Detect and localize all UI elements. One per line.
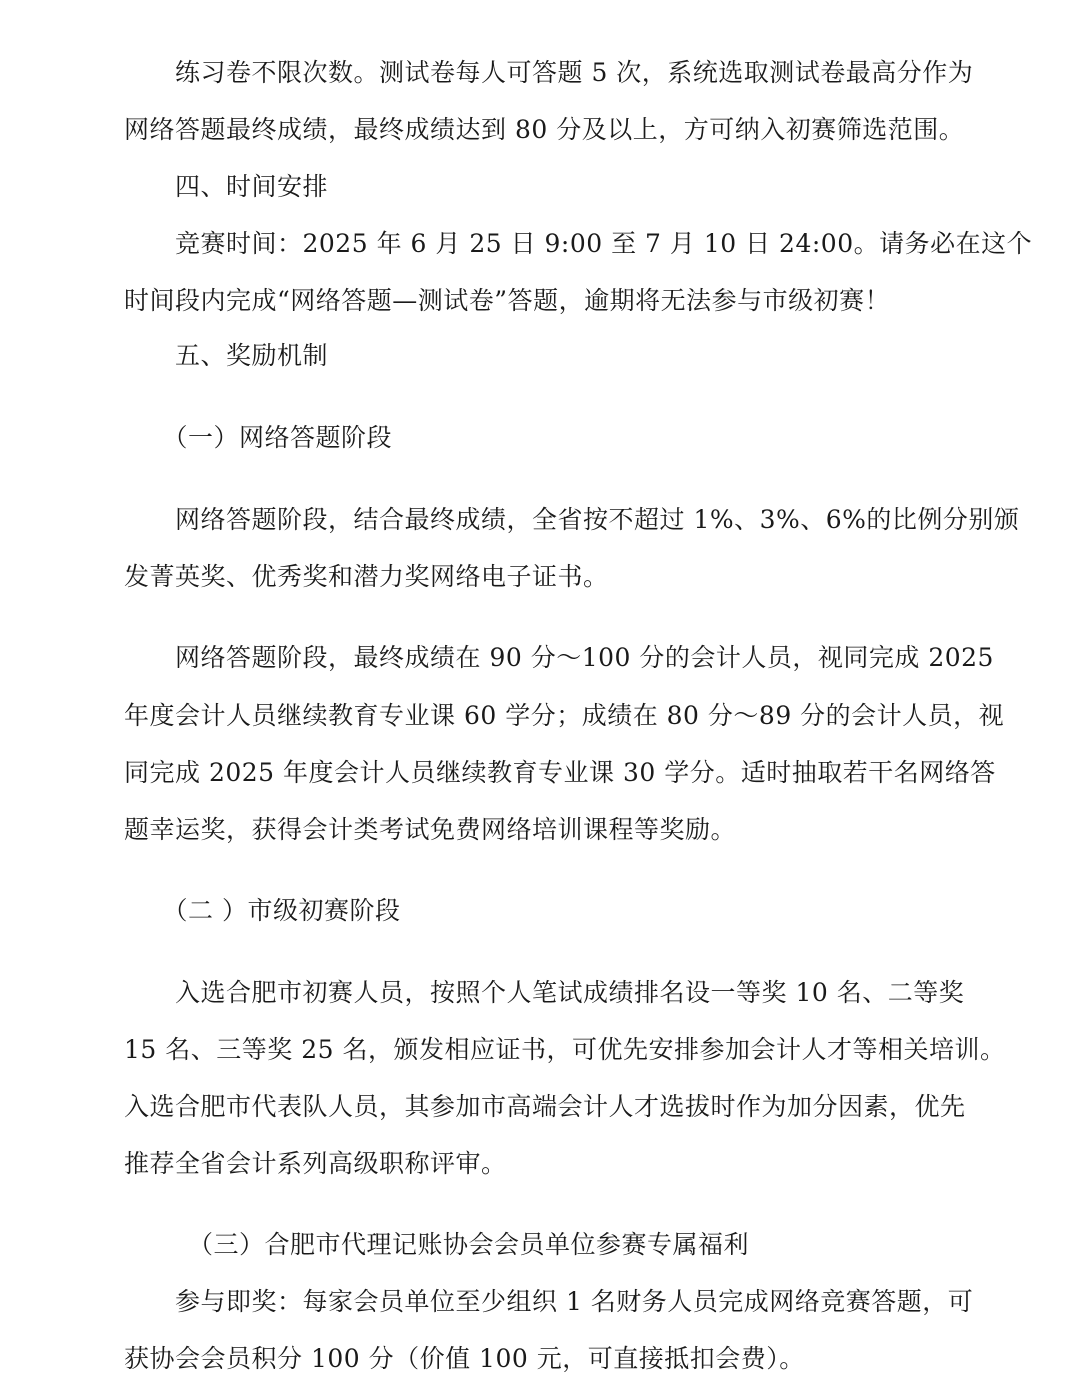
text-line: 竞赛时间：2025 年 6 月 25 日 9:00 至 7 月 10 日 24:00。请务必在这个 [124, 229, 1033, 258]
text-line: 参与即奖：每家会员单位至少组织 1 名财务人员完成网络竞赛答题，可 [124, 1287, 974, 1316]
subsection-heading-members: （三）合肥市代理记账协会会员单位参赛专属福利 [124, 1230, 750, 1259]
text-line: 发菁英奖、优秀奖和潜力奖网络电子证书。 [124, 562, 609, 591]
section-heading-schedule: 四、时间安排 [124, 172, 329, 201]
subsection-heading-city: （二 ）市级初赛阶段 [124, 896, 401, 925]
text-line: 入选合肥市代表队人员，其参加市高端会计人才选拔时作为加分因素，优先 [124, 1092, 966, 1121]
text-line: 题幸运奖，获得会计类考试免费网络培训课程等奖励。 [124, 815, 737, 844]
text-line: 时间段内完成“网络答题—测试卷”答题，逾期将无法参与市级初赛！ [124, 286, 891, 315]
text-line: 年度会计人员继续教育专业课 60 学分；成绩在 80 分～89 分的会计人员，视 [124, 701, 1005, 730]
text-line: 练习卷不限次数。测试卷每人可答题 5 次，系统选取测试卷最高分作为 [124, 58, 974, 87]
section-heading-rewards: 五、奖励机制 [124, 341, 329, 370]
subsection-heading-online: （一）网络答题阶段 [124, 423, 393, 452]
text-line: 推荐全省会计系列高级职称评审。 [124, 1149, 507, 1178]
text-line: 获协会会员积分 100 分（价值 100 元，可直接抵扣会费）。 [124, 1344, 805, 1373]
text-line: 15 名、三等奖 25 名，颁发相应证书，可优先安排参加会计人才等相关培训。 [124, 1035, 1006, 1064]
text-line: 网络答题阶段，最终成绩在 90 分～100 分的会计人员，视同完成 2025 [124, 643, 994, 672]
text-line: 网络答题阶段，结合最终成绩，全省按不超过 1%、3%、6%的比例分别颁 [124, 505, 1020, 534]
text-line: 入选合肥市初赛人员，按照个人笔试成绩排名设一等奖 10 名、二等奖 [124, 978, 965, 1007]
text-line: 同完成 2025 年度会计人员继续教育专业课 30 学分。适时抽取若干名网络答 [124, 758, 996, 787]
text-line: 网络答题最终成绩，最终成绩达到 80 分及以上，方可纳入初赛筛选范围。 [124, 115, 965, 144]
